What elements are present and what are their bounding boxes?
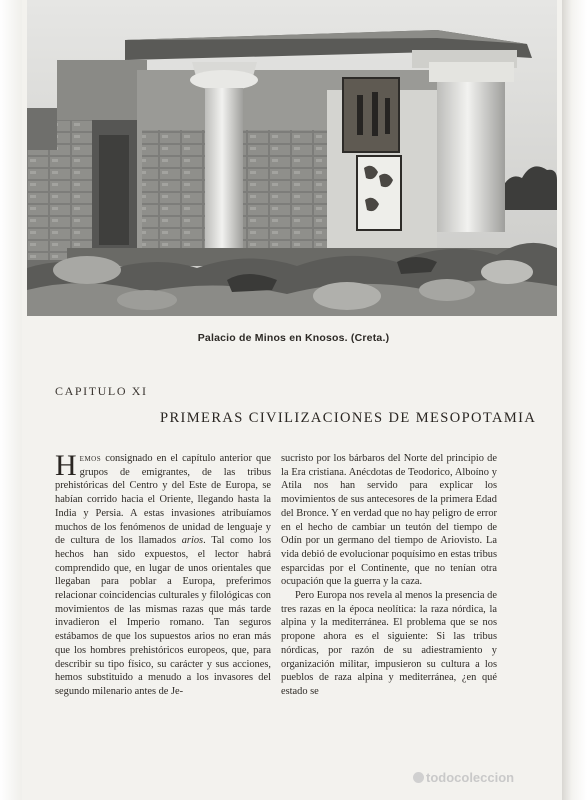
- body-text: . Tal como los hechos han sido expuestos, el lector habrá comprendido que, en lugar de unos orientales que llegaban para poblar a Europa, preferimos relacionar coincidencias culturales y filológicas con movimientos de las mismas razas que más tarde invadieron el Imperio romano. Tan seguros estábamos de que los supuestos arios no eran más que los hombres prehistóricos europeos, que, para describir su tipo físico, su carácter y sus acciones, hemos substituido a menudo a los invasores del segundo milenario antes de Je-: [55, 535, 271, 697]
- watermark-logo-icon: [413, 772, 424, 783]
- paragraph: [55, 449, 271, 699]
- page-left-margin: [0, 0, 22, 800]
- book-spine-shadow: [562, 0, 587, 800]
- chapter-number: CAPITULO XI: [55, 384, 148, 398]
- paragraph: sucristo por los bárbaros del Norte del principio de la Era cristiana. Anécdotas de Teodorico, Alboíno y Atila nos han servido para explicar los movimientos de sus antecesores de la primera Edad del Bronce. Y en verdad que no hay peligro de error en el hecho de cambiar un teutón del tiempo de Odín por un germano del tiempo de Ariovisto. La vida debió de evolucionar poquísimo en estas tribus esparcidas por el Continente, que no tenían otra ocupación que la guerra y la caza.: [281, 453, 497, 588]
- paragraph: Pero Europa nos revela al menos la presencia de tres razas en la época neolítica: la raza nórdica, la alpina y la mediterránea. El problema que se nos propone ahora es el siguiente: Si las tribus nórdicas, por razón de su adiestramiento y organización militar, impusieron su cultura a los pueblos de raza alpina y mediterránea, ¿en qué estado se: [281, 590, 497, 697]
- photo-caption: Palacio de Minos en Knosos. (Creta.): [197, 332, 390, 344]
- body-text: consignado en el capítulo anterior que grupos de emigrantes, de las tribus prehistóricas del Centro y del Este de Europa, se habían corrido hacia el Oriente, llegando hasta la India y Persia. A estas invasiones atribuíamos muchos de los fenómenos de unidad de lenguaje y de cultura de los llamados: [55, 453, 271, 547]
- text-column-left: [55, 449, 271, 699]
- opening-small-caps: emos: [79, 453, 102, 464]
- text-column-right: [281, 452, 497, 699]
- watermark: [413, 770, 514, 785]
- italic-term: arios: [181, 535, 204, 547]
- palace-of-minos-photo: [27, 0, 557, 316]
- watermark-text: todocoleccion: [426, 770, 515, 785]
- drop-cap: H: [55, 449, 77, 482]
- chapter-title: PRIMERAS CIVILIZACIONES DE MESOPOTAMIA: [160, 410, 537, 426]
